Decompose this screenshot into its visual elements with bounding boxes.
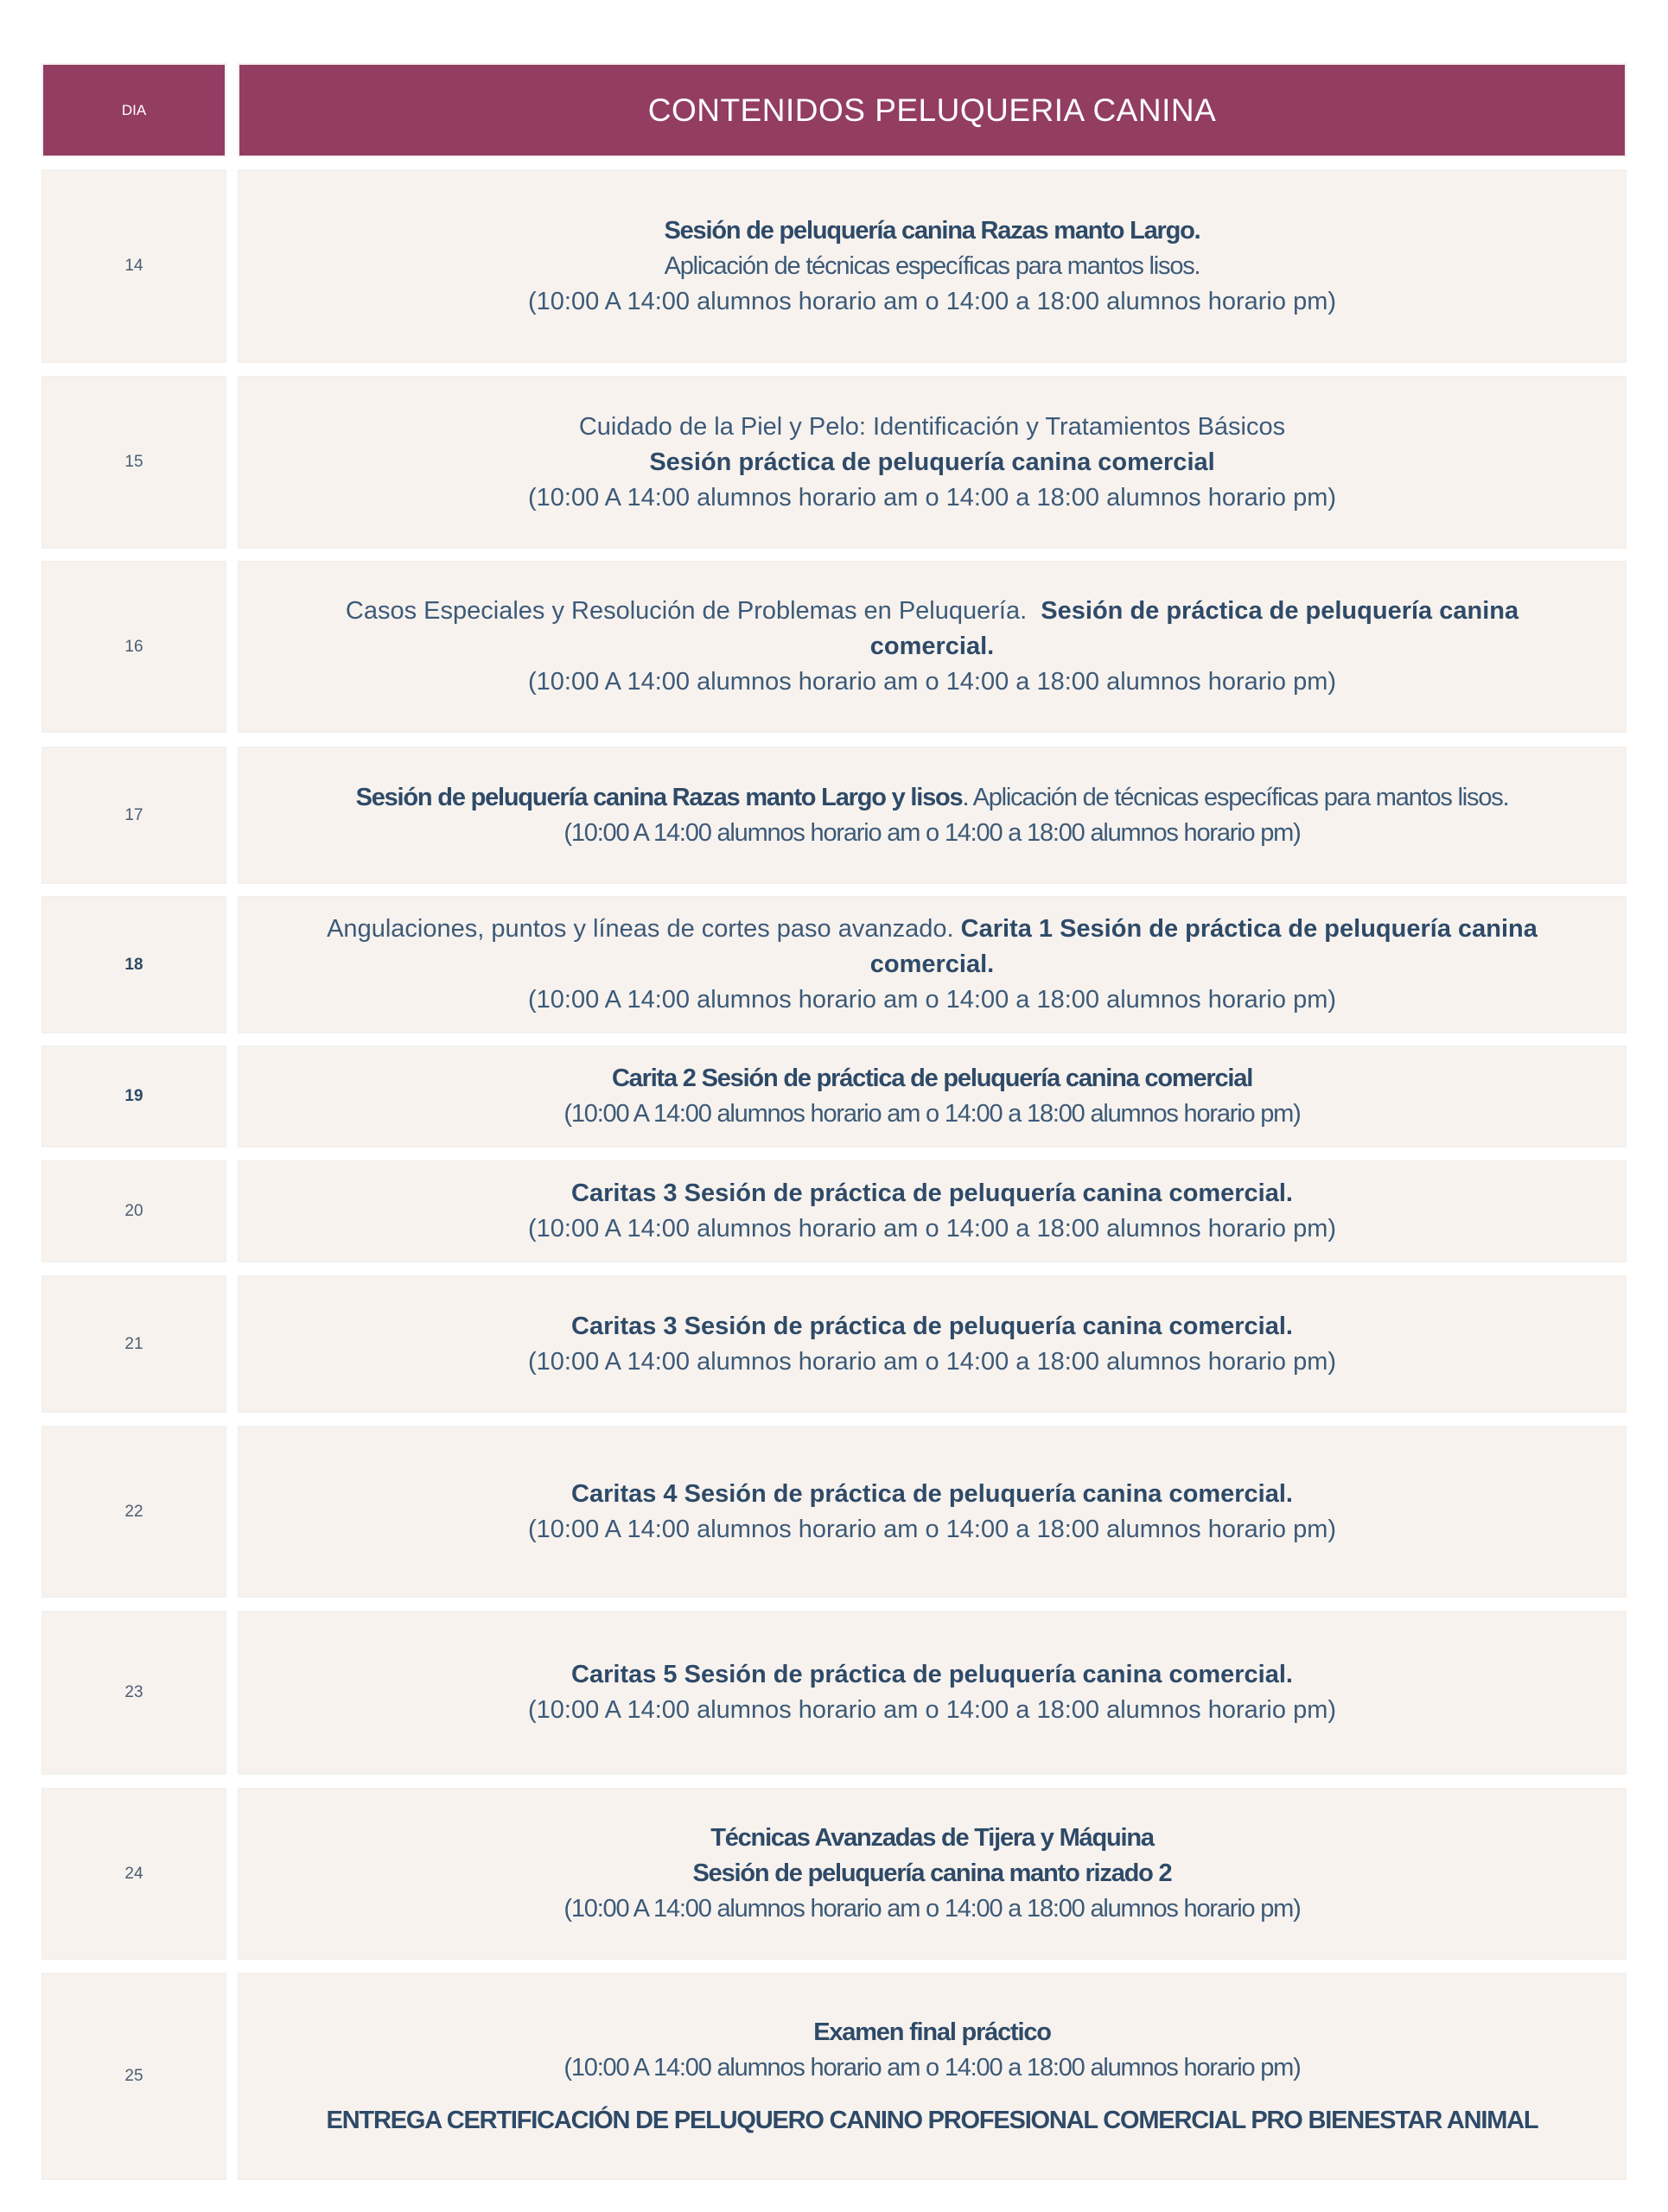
content-cell xyxy=(239,898,1625,1032)
session-schedule: (10:00 A 14:00 alumnos horario am o 14:00 a 18:00 alumnos horario pm) xyxy=(527,1696,1337,1724)
certification-notice: ENTREGA CERTIFICACIÓN DE PELUQUERO CANINO PROFESIONAL COMERCIAL PRO BIENESTAR ANIMAL xyxy=(326,2106,1538,2134)
session-title: Caritas 3 Sesión de práctica de peluquería canina comercial. xyxy=(571,1312,1293,1340)
table-row xyxy=(43,1427,1625,1596)
table-row xyxy=(43,171,1625,361)
content-cell xyxy=(239,1047,1625,1146)
session-title: Sesión de práctica de peluquería canina xyxy=(1041,597,1519,625)
table-row xyxy=(43,1277,1625,1411)
session-title: Carita 2 Sesión de práctica de peluquería canina comercial xyxy=(611,1065,1253,1092)
session-title: Sesión práctica de peluquería canina comercial xyxy=(649,448,1215,476)
table-row xyxy=(43,378,1625,547)
content-cell xyxy=(239,1789,1625,1958)
table-row xyxy=(43,1047,1625,1146)
session-title: Caritas 5 Sesión de práctica de peluquería canina comercial. xyxy=(571,1661,1293,1688)
content-cell xyxy=(239,563,1625,731)
table-header xyxy=(43,65,1625,156)
session-schedule: (10:00 A 14:00 alumnos horario am o 14:00 a 18:00 alumnos horario pm) xyxy=(563,2053,1301,2082)
day-cell: 18 xyxy=(43,898,225,1032)
session-title: Sesión de peluquería canina Razas manto Largo y lisos xyxy=(355,783,963,811)
session-title: Caritas 4 Sesión de práctica de peluquería canina comercial. xyxy=(571,1479,1293,1508)
day-cell: 22 xyxy=(43,1427,225,1596)
session-schedule: (10:00 A 14:00 alumnos horario am o 14:00 a 18:00 alumnos horario pm) xyxy=(563,1895,1301,1923)
session-title-continued: comercial. xyxy=(869,632,995,660)
session-text-line xyxy=(327,912,1537,947)
table-row xyxy=(43,563,1625,731)
session-schedule: (10:00 A 14:00 alumnos horario am o 14:00 a 18:00 alumnos horario pm) xyxy=(527,1215,1337,1243)
day-cell: 19 xyxy=(43,1047,225,1146)
session-subtitle: Sesión de peluquería canina manto rizado 2 xyxy=(692,1859,1172,1887)
session-schedule: (10:00 A 14:00 alumnos horario am o 14:00 a 18:00 alumnos horario pm) xyxy=(527,668,1337,696)
day-cell: 16 xyxy=(43,563,225,731)
content-cell xyxy=(239,378,1625,547)
day-column-header: DIA xyxy=(43,65,225,156)
day-cell: 23 xyxy=(43,1612,225,1773)
content-cell xyxy=(239,748,1625,882)
day-cell: 21 xyxy=(43,1277,225,1411)
session-schedule: (10:00 A 14:00 alumnos horario am o 14:00 a 18:00 alumnos horario pm) xyxy=(527,1347,1337,1376)
exam-title: Examen final práctico xyxy=(813,2018,1051,2046)
content-cell xyxy=(239,1277,1625,1411)
session-title: Técnicas Avanzadas de Tijera y Máquina xyxy=(710,1824,1154,1852)
content-cell xyxy=(239,171,1625,361)
table-row xyxy=(43,1612,1625,1773)
session-title: Carita 1 Sesión de práctica de peluquería canina xyxy=(960,915,1537,943)
session-title-continued: comercial. xyxy=(869,950,995,978)
day-cell: 14 xyxy=(43,171,225,361)
content-cell xyxy=(239,1162,1625,1261)
day-cell: 25 xyxy=(43,1974,225,2178)
content-cell xyxy=(239,1612,1625,1773)
content-cell xyxy=(239,1974,1625,2178)
session-schedule: (10:00 A 14:00 alumnos horario am o 14:00 a 18:00 alumnos horario pm) xyxy=(563,818,1301,847)
day-cell: 15 xyxy=(43,378,225,547)
table-row xyxy=(43,748,1625,882)
session-schedule: (10:00 A 14:00 alumnos horario am o 14:00 a 18:00 alumnos horario pm) xyxy=(527,483,1337,512)
day-cell: 24 xyxy=(43,1789,225,1958)
contents-column-header: CONTENIDOS PELUQUERIA CANINA xyxy=(239,65,1625,156)
session-description: Aplicación de técnicas específicas para mantos lisos. xyxy=(664,251,1200,280)
content-cell xyxy=(239,1427,1625,1596)
session-description: . Aplicación de técnicas específicas para mantos lisos. xyxy=(962,783,1509,811)
session-text-line xyxy=(356,780,1509,816)
session-title: Caritas 3 Sesión de práctica de peluquería canina comercial. xyxy=(571,1179,1293,1207)
session-text-line xyxy=(346,594,1518,629)
session-schedule: (10:00 A 14:00 alumnos horario am o 14:00 a 18:00 alumnos horario pm) xyxy=(563,1100,1301,1128)
table-row xyxy=(43,1789,1625,1958)
day-cell: 17 xyxy=(43,748,225,882)
session-schedule: (10:00 A 14:00 alumnos horario am o 14:00 a 18:00 alumnos horario pm) xyxy=(527,1515,1337,1543)
day-cell: 20 xyxy=(43,1162,225,1261)
table-row xyxy=(43,898,1625,1032)
session-description: Angulaciones, puntos y líneas de cortes paso avanzado. xyxy=(327,915,954,943)
table-row xyxy=(43,1162,1625,1261)
session-description: Casos Especiales y Resolución de Problemas en Peluquería. xyxy=(345,597,1028,625)
session-title: Sesión de peluquería canina Razas manto Largo. xyxy=(664,216,1200,245)
session-schedule: (10:00 A 14:00 alumnos horario am o 14:00 a 18:00 alumnos horario pm) xyxy=(527,986,1337,1014)
table-row xyxy=(43,1974,1625,2178)
session-schedule: (10:00 A 14:00 alumnos horario am o 14:00 a 18:00 alumnos horario pm) xyxy=(527,287,1337,315)
session-description: Cuidado de la Piel y Pelo: Identificación y Tratamientos Básicos xyxy=(578,412,1286,441)
